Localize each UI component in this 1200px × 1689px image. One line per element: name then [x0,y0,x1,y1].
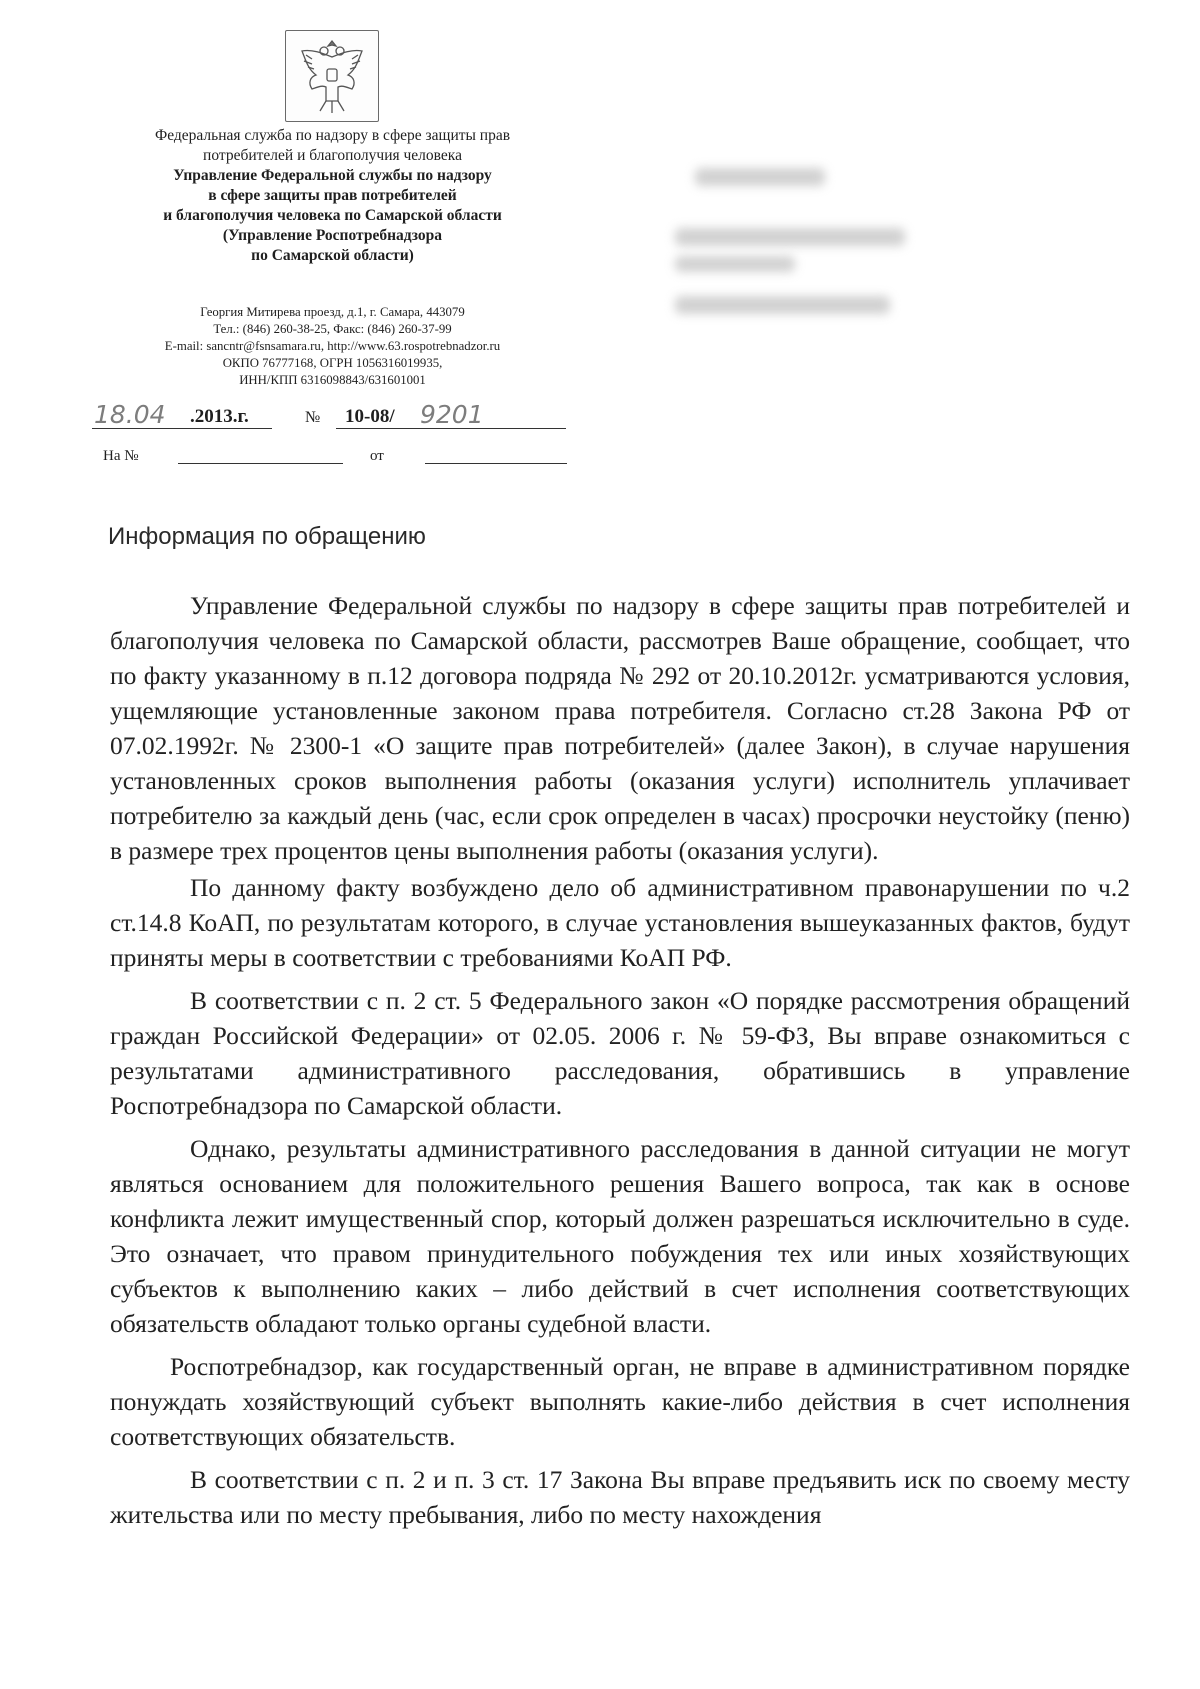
na-label: На № [103,448,139,464]
coat-of-arms-icon [285,30,379,122]
paragraph: Однако, результаты административного расследования в данной ситуации не могут являться основанием для положительного решения Вашего вопроса, так как в основе конфликта лежит имущественный спор, который должен разрешаться исключительно в суде. Это означает, что правом принудительного побуждения тех или иных хозяйствующих субъектов к выполнению каких – либо действий в счет исполнения соответствующих обязательств обладают только органы судебной власти. [110,1134,1130,1338]
organization-block [100,126,565,266]
org-line: Федеральная служба по надзору в сфере защиты прав [154,127,511,144]
ot-label: от [370,448,384,464]
address-line: ИНН/КПП 6316098843/631601001 [239,373,426,387]
paragraph: По данному факту возбуждено дело об административном правонарушении по ч.2 ст.14.8 КоАП, по результатам которого, в случае установления вышеуказанных фактов, будут приняты меры в соответствии с требованиями КоАП РФ. [110,873,1130,972]
number-printed: 10-08/ [345,406,395,427]
address-line: Тел.: (846) 260-38-25, Факс: (846) 260-37-99 [213,322,452,336]
paragraph: В соответствии с п. 2 и п. 3 ст. 17 Закона Вы вправе предъявить иск по своему месту жительства или по месту пребывания, либо по месту нахождения [110,1465,1130,1529]
org-line: (Управление Роспотребнадзора [222,227,443,244]
number-handwritten: 9201 [420,400,484,429]
na-underline [178,463,343,464]
paragraph: Управление Федеральной службы по надзору в сфере защиты прав потребителей и благополучия человека по Самарской области, рассмотрев Ваше обращение, сообщает, что по факту указанному в п.12 договора подряда № 292 от 20.10.2012г. усматриваются условия, ущемляющие установленные законом права потребителя. Согласно ст.28 Закона РФ от 07.02.1992г. № 2300-1 «О защите прав потребителей» (далее Закон), в случае нарушения установленных сроков выполнения работы (оказания услуги) исполнитель уплачивает потребителю за каждый день (час, если срок определен в часах) просрочки неустойку (пеню) в размере трех процентов цены выполнения работы (оказания услуги). [110,591,1130,865]
letter-body [110,588,1130,1532]
date-handwritten: 18.04 [94,400,166,429]
address-block [100,304,565,389]
ot-underline [425,463,567,464]
letter-title: Информация по обращению [108,523,426,550]
address-line: Георгия Митирева проезд, д.1, г. Самара, 443079 [200,305,465,319]
org-line: в сфере защиты прав потребителей [208,187,457,204]
number-sign: № [305,409,321,426]
org-line: Управление Федеральной службы по надзору [173,167,492,184]
address-line: ОКПО 76777168, ОГРН 1056316019935, [222,356,443,370]
org-line: и благополучия человека по Самарской области [163,207,502,224]
date-printed: .2013.г. [190,406,249,427]
org-line: потребителей и благополучия человека [203,147,462,164]
org-line: по Самарской области) [251,247,414,264]
paragraph: В соответствии с п. 2 ст. 5 Федерального закон «О порядке рассмотрения обращений граждан Российской Федерации» от 02.05. 2006 г. № 59-ФЗ, Вы вправе ознакомиться с результатами административного расследования, обратившись в управление Роспотребнадзора по Самарской области. [110,986,1130,1120]
address-line: E-mail: sancntr@fsnsamara.ru, http://www.63.rospotrebnadzor.ru [164,339,501,353]
paragraph: Роспотребнадзор, как государственный орган, не вправе в административном порядке понуждать хозяйствующий субъект выполнять какие-либо действия в счет исполнения соответствующих обязательств. [110,1352,1130,1451]
